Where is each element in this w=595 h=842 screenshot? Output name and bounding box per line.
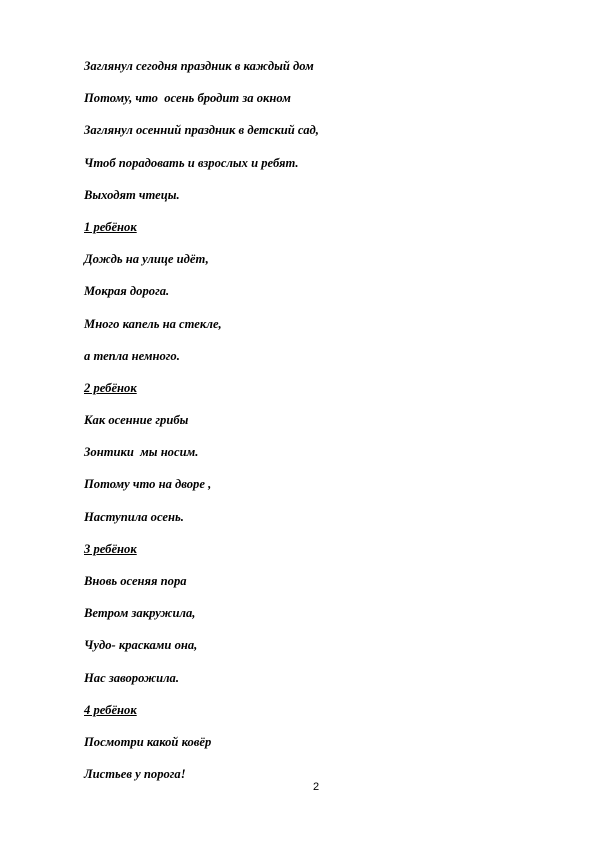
page-number: 2 (313, 781, 320, 793)
text-line: Посмотри какой ковёр (84, 734, 212, 749)
text-line: Заглянул сегодня праздник в каждый дом (84, 59, 314, 73)
text-line: Ветром закружила, (84, 606, 196, 621)
text-line: Много капель на стекле, (84, 316, 222, 331)
speaker-heading: 2 ребёнок (84, 380, 137, 395)
text-line: Потому что на дворе , (84, 477, 212, 492)
text-line: Вновь осеняя пора (84, 574, 187, 588)
speaker-heading: 4 ребёнок (84, 702, 137, 717)
speaker-heading: 1 ребёнок (84, 219, 137, 234)
text-line: Мокрая дорога. (84, 284, 170, 299)
text-line: Нас заворожила. (84, 670, 179, 685)
speaker-heading: 3 ребёнок (84, 541, 137, 556)
poem-text (84, 57, 544, 797)
text-line: Чудо- красками она, (84, 638, 198, 653)
text-line: Наступила осень. (84, 509, 184, 524)
text-line: а тепла немного. (84, 348, 180, 363)
text-line: Потому, что осень бродит за окном (84, 91, 291, 106)
text-line: Чтоб порадовать и взрослых и ребят. (84, 155, 299, 170)
text-line: Листьев у порога! (84, 767, 186, 782)
text-line: Дождь на улице идёт, (84, 252, 209, 267)
text-line: Заглянул осенний праздник в детский сад, (84, 123, 319, 138)
text-line: Зонтики мы носим. (84, 445, 199, 460)
stage-direction: Выходят чтецы. (84, 187, 180, 202)
text-line: Как осенние грибы (84, 413, 189, 428)
